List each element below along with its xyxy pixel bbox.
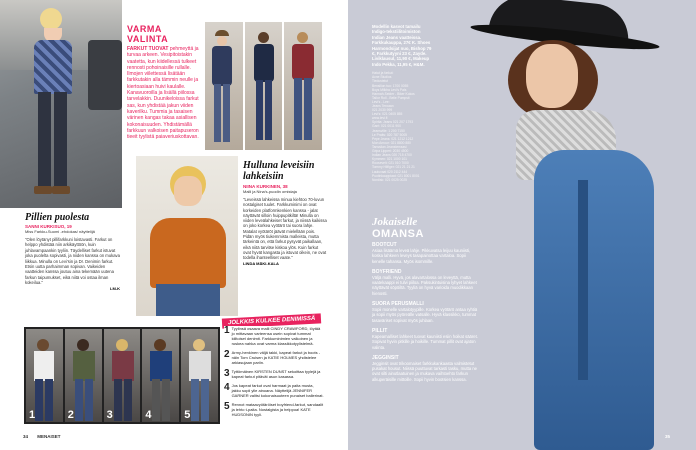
section-body-lead: FARKUT TUOVAT bbox=[127, 46, 169, 52]
tips-list bbox=[224, 326, 324, 424]
right-title bbox=[372, 216, 492, 240]
caption-left-title: Pillien puolesta bbox=[25, 212, 90, 223]
magazine-name: MENAISET bbox=[37, 434, 61, 439]
footer-left bbox=[23, 434, 61, 439]
style-item: PILLIT Kapeamalliset lahkeet tuovat kauniisti esiin hoikat sääret. Sopivat hyvin pitkille ja hoikille. Tummat pillit ovat ajaton valinta. bbox=[372, 327, 478, 350]
caption-mid bbox=[243, 160, 327, 266]
strip-num-1: 1 bbox=[29, 409, 36, 421]
denim-banner: JOLKKIS KULKEE DENIMISSÄ bbox=[222, 313, 322, 328]
strip-num-5: 5 bbox=[184, 409, 191, 421]
varma-valinta bbox=[127, 24, 200, 140]
grid-photo-1 bbox=[205, 22, 243, 150]
tip-item: 4 Jos kapeat farkut ovat harmaat ja paita musta, jakku sopii ylle ainoana. Näyttelijä JENNIFER GARNER valitsi kokonaisuuteen punaiset ballerinat. bbox=[224, 382, 324, 398]
caption-mid-role: Malli ja Nina's-puodin omistaja bbox=[243, 189, 297, 194]
grid-photo-3 bbox=[284, 22, 322, 150]
caption-mid-sign: LINDA MÄKI-KALA bbox=[243, 260, 279, 266]
caption-left-body: "Olen löytänyt pillifarkkuni loistavasti. Farkut on helppo yhdistää niin arkikäyttöön, kuin juhlavampaankin tyyliin. Täydelliset farkut istuvat joka puolelta sopivasti, ja niiden kanssa on mukava liikkua. Minulla on Levi'sin ja Dr. Denimin farkut. Etsin uutta parhaimman sopivan. Vaikeiden vaatteiden kanssa joutuu aina tekemään uutena farkun taipumukset, eikä niitä voi ostaa ilman kokeilua." bbox=[25, 237, 120, 286]
strip-num-2: 2 bbox=[67, 409, 74, 421]
celebrity-strip bbox=[24, 327, 220, 424]
celebrity-photo-5 bbox=[181, 329, 218, 422]
caption-mid-title: Hulluna leveisiin lahkeisiin bbox=[243, 160, 315, 182]
tip-item: 3 Tyttömäinen KIRSTEN DUNST sekoittaa tyylejä ja kapeat farkut pitävät asun kasassa. bbox=[224, 368, 321, 379]
style-item: BOYFRIEND Väljä malli. Hyvä, jos alavartalossa on leveyttä, mutta vaatekaappi ei tulvi piiloa. Paksukintuisina lyhyet lahkeet näyttävät söpöiltä. Tyyliä on hyvä varioida muodikkaan hienosti. bbox=[372, 268, 477, 296]
caption-left-sign: LM-K bbox=[110, 285, 120, 291]
fashion-photo-grid bbox=[205, 22, 322, 150]
street-photo bbox=[0, 0, 122, 208]
caption-left-role: Miss Farkku-Suomi -ehdokas/ näyttelijä bbox=[25, 229, 95, 234]
tip-item: 2 Army-henkinen väljä takki, kapeat farkut ja boots - näin Tom Cruisen ja KATIE HOLMES yhdistelee arkiasujaan pariin. bbox=[224, 349, 321, 365]
celebrity-photo-1 bbox=[26, 329, 63, 422]
title-big: OMANSA bbox=[372, 228, 424, 240]
page-number-right: 35 bbox=[664, 434, 670, 439]
celebrity-photo-3 bbox=[104, 329, 141, 422]
style-item: BOOTCUT Asiaa lisäämä leveä lahje. Pikkuvatsa leijuu kauniisti, koska lahkeen leveys tasapainottaa vartaloa. Sopii kenelle tahansa. Myös isommille. bbox=[372, 242, 471, 264]
credits-title: Modellin kasvot tamailu Indigo-tekstiilitoimiston Indian Jeans vaatteissa. Farkkukauppa, 27€ K. Shoes Harmondsijat nuo, Bishop 79 €, Farkkutyyni 23 €, Zayde. Liviklausul, 11,90 €, Makeup Indo Pekka, 11,95 €, H&M. bbox=[372, 24, 432, 67]
portrait-photo bbox=[136, 156, 238, 316]
celebrity-photo-4 bbox=[142, 329, 179, 422]
section-title: VARMA VALINTA bbox=[127, 24, 169, 44]
tip-item: 5 Rennot mataavyötäröiset boyfriend-farkut, sandaalit ja lehto t-paita. Nostalgista ja helppoa! KATE HUDSONIN tyyli. bbox=[224, 401, 324, 417]
credits-list: Hatut ja farkut: Acne Studios Tiedustelut Bensilion tuo: 1700 0055 Boys Milkha Levi's Pals Hannah-Seider - Biker Kokos Tailor Roll - Belle Pumpsit Levi's - Lee: Jeans Teroaan 021 2030 999 Levi's: 021 0405 855 www.levi.fi Spirita: Jeans 021 207 1793 Gant: 021 0011 900 Jeansville: 1 200 7150 Le Praits: 020 787 5005 Pepe Jeans: 021 1212 1212 Mon Amour: 021 8800 880 Tanssilan Jeansterraasi Gripa Lipperi: 2030 4500 Indian Jeans 020 715 4700 Kymmen: 021 1000 101 Roosevelt: 021 010 7000 Tommy Hilfiger: 021 21 21 21 Lauluvaat 020 2112 444 Puotinkauppiaat: 021 8001 8001 Nordisk: 021 0025 0025 bbox=[372, 71, 420, 182]
style-item: SUORA PERUSMALLI Sopii monelle vartalotyypille. Korkea vyötärö antaa ryhtiä ja sopii myös pyöreälle vatsalle. Hyvä klassikko, tummat tasaväriset sopivat myös juhlaan. bbox=[372, 301, 478, 323]
right-page bbox=[348, 0, 696, 450]
model-photo bbox=[478, 0, 696, 450]
grid-photo-2 bbox=[245, 22, 283, 150]
caption-left bbox=[25, 212, 120, 291]
caption-mid-name: NIINA KURKINEN, 38 bbox=[243, 184, 288, 189]
section-body: pehmeyttä ja turvaa arkeen. Vesipitoistakin vaatetta, kun kiidellessä tulkeet rennosti pohoinaisille rullalle. Ilmojen viilettessä lisätään farkkutakin alla tämmin neulle ja kiertoasiaan huivi kaulalle. Kanavuoroilla ja lisällä piilossa tarvelakkin. Duunikeloissa farkut sas, kun yhdistää jakun viiden kaverilku. Tummia ja tasaisen värinen kangas takaa asiallisen kokonaisuuden. Yhdistämällä farkkuun valkoisen paitapuseron tieeit tyylistä paiaveriuskottavan. bbox=[127, 46, 199, 141]
caption-mid-body: "Leveissä lahkeissa minua kiehtoo 70-luvun nostalgiset tuulet. Farkkuminimi on ovat korkeiden platformkenkien kanssa - jalat näyttävät silloin huippupitkiltä! Minulla on viiden leveälahkeiset farkut, ja niissä kaikissa on joko korkea vyötärö tai suora lahje. Matalat vyötäröt jäävät mielellään pois. Pidän myös tiukemmista malleista, mutta tärkeintä on, että farkut pysyvät paikallaan, eikä niitä tarvitse kiskoa ylös. Kuin farkut ovat hyvät kangasta ja istuvat oikein, ne ovat todella ihanteelliset vaate." bbox=[243, 197, 327, 261]
celebrity-photo-2 bbox=[65, 329, 102, 422]
strip-num-3: 3 bbox=[106, 409, 113, 421]
strip-num-4: 4 bbox=[145, 409, 152, 421]
credits bbox=[372, 24, 434, 182]
caption-left-name: SANNI KURKISUO, 19 bbox=[25, 224, 72, 229]
page-number-left: 34 bbox=[23, 434, 29, 439]
title-script: Jokaiselle bbox=[372, 216, 418, 228]
style-item: JEGGINSIT Jegginsit ovat trikoomaiset farkkukankaasta valmistetut pusakat housut. Niissä puuttuvat tarkasti tasku, mutta ne ovat silti ainutlaatuinen ja mukava vaihtoehto farkun alkuperäisille mittoille. Sopii hyvin bootsien kanssa. bbox=[372, 354, 477, 382]
tip-item: 1 Tyylinsä osaava malli CINDY CRAWFORD, löytää jo mittavaan varteensa usein sopivat tummat kiiltoiset denimit. Farkkuminimien valkoinen ja ruskea nahka ovat varma klassikkotyylistelmä. bbox=[224, 325, 321, 346]
styles-list bbox=[372, 242, 480, 387]
